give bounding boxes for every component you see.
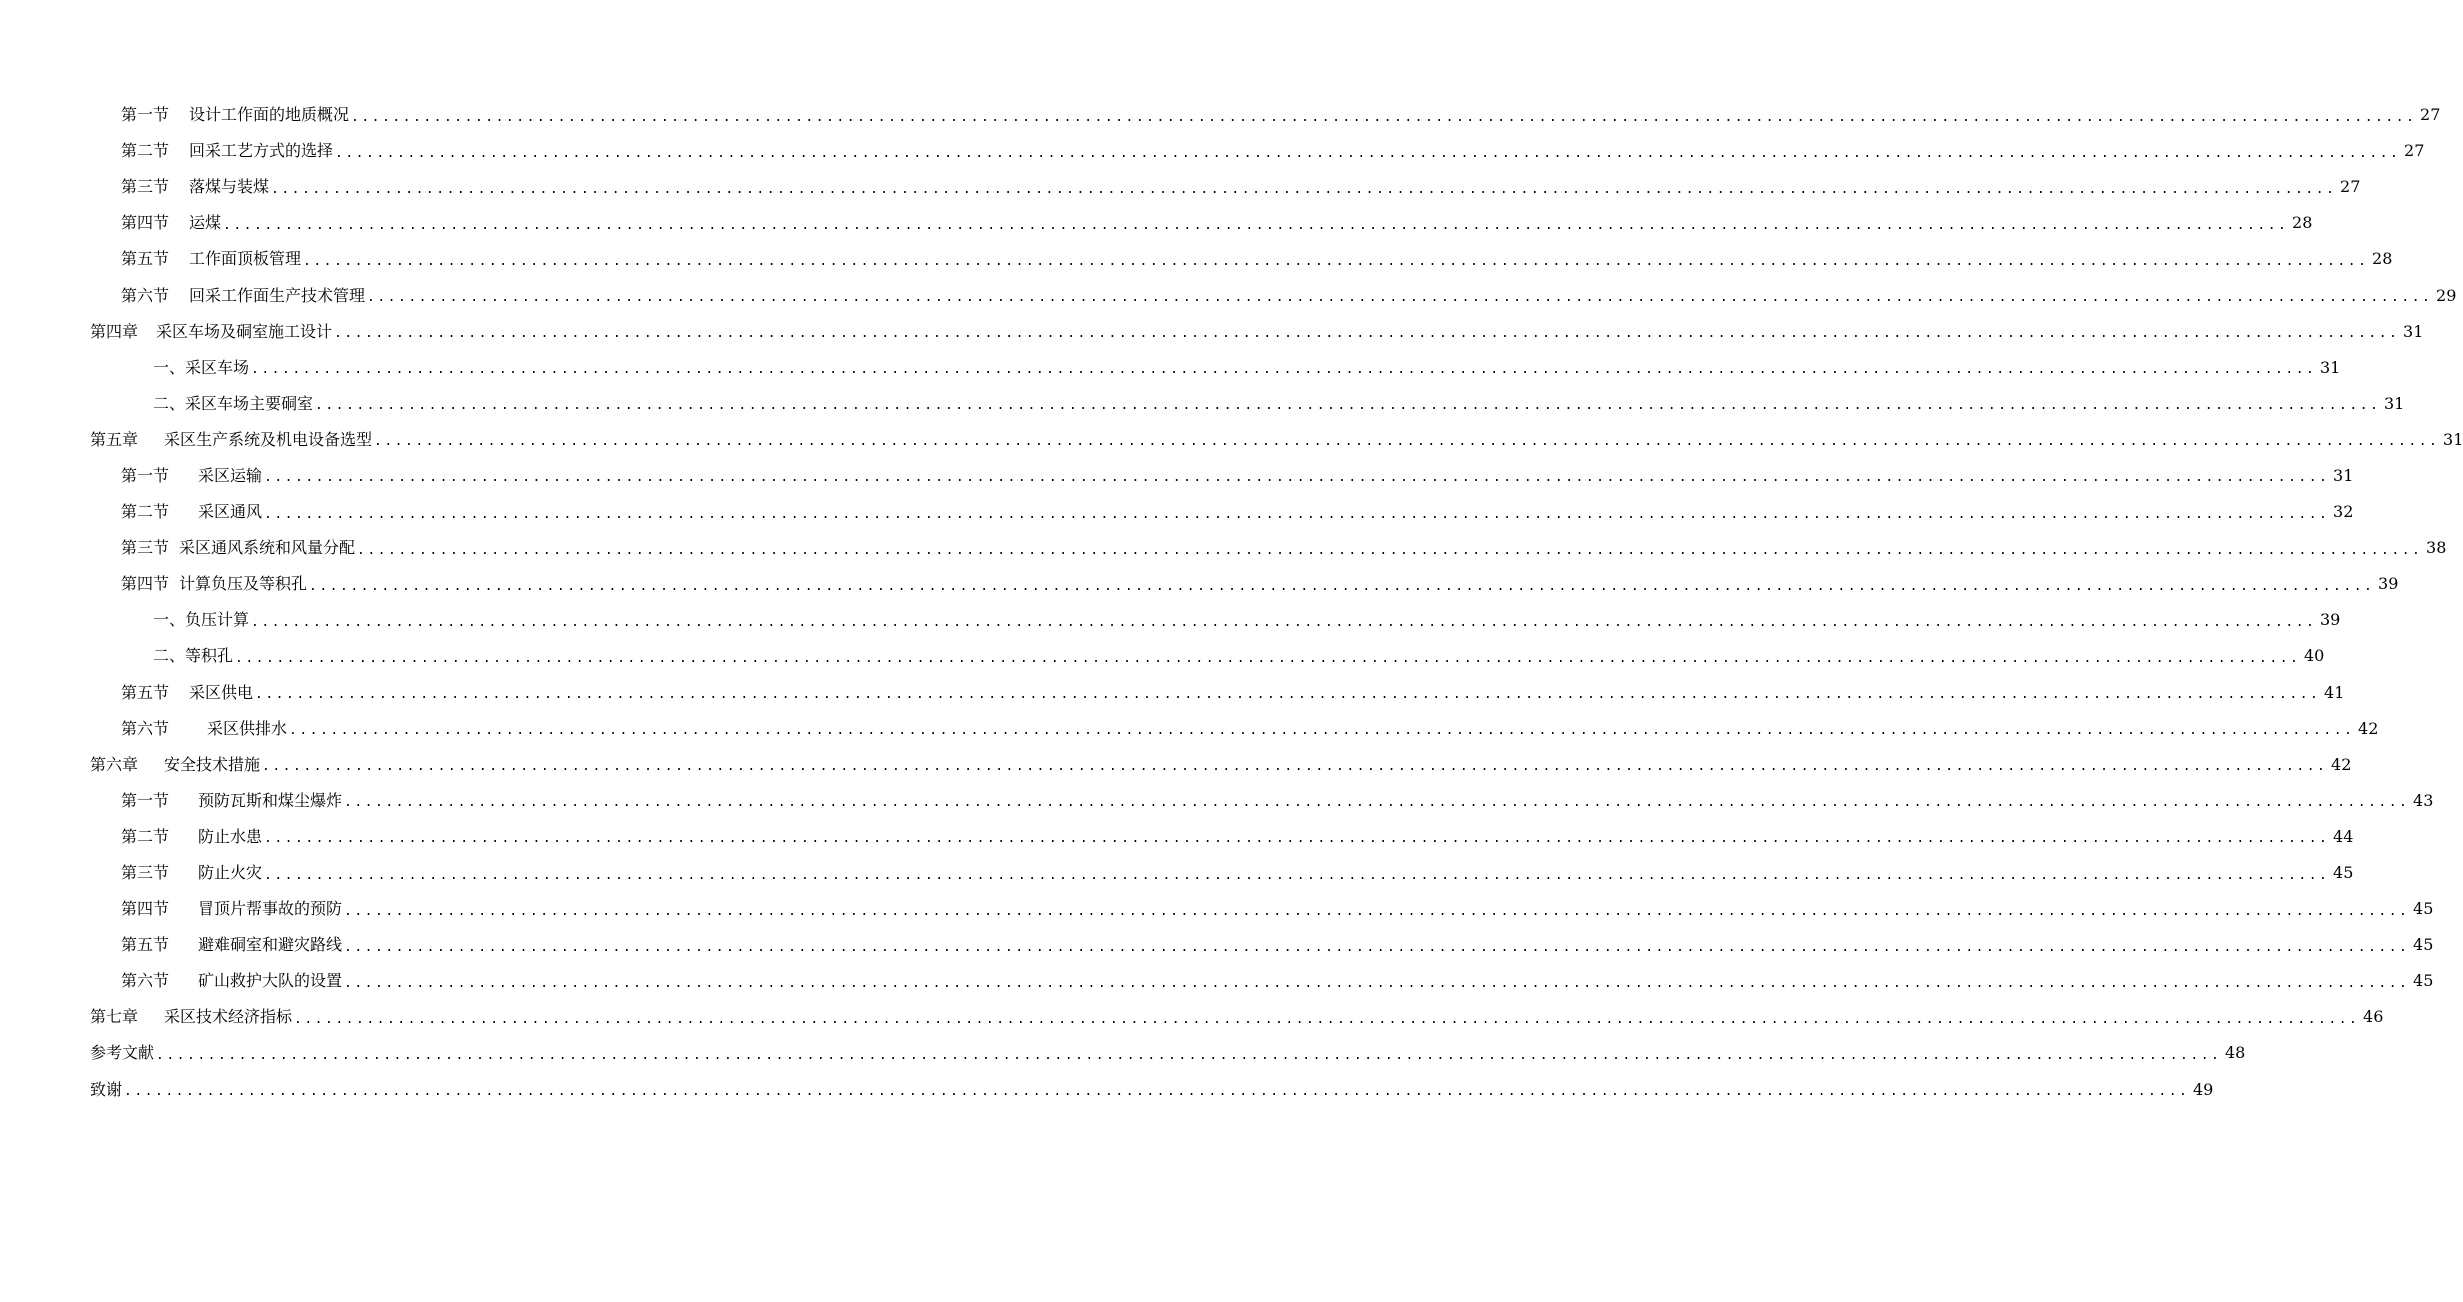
dot-leader: ........................................................................................................................................................................................................	[264, 867, 2330, 883]
toc-entry[interactable]	[0, 675, 2345, 711]
toc-entry-page-number: 29	[2436, 285, 2457, 305]
dot-leader: ........................................................................................................................................................................................................	[344, 975, 2410, 991]
toc-entry-label: 第六章	[90, 754, 139, 774]
toc-entry[interactable]	[0, 494, 2354, 530]
toc-entry-title: 安全技术措施	[164, 754, 261, 774]
toc-entry-label: 第五节	[121, 249, 170, 269]
toc-entry[interactable]	[0, 133, 2425, 169]
toc-entry[interactable]	[0, 422, 2463, 458]
toc-entry[interactable]	[0, 927, 2434, 963]
toc-entry-label: 第六节	[121, 285, 170, 305]
toc-entry[interactable]	[0, 97, 2441, 133]
toc-entry-label: 第二节	[121, 141, 170, 161]
toc-entry[interactable]	[0, 566, 2399, 602]
dot-leader: ........................................................................................................................................................................................................	[235, 650, 2301, 666]
toc-entry-label: 第一节	[121, 465, 170, 485]
dot-leader: ........................................................................................................................................................................................................	[251, 614, 2317, 630]
toc-entry-title: 采区通风系统和风量分配	[179, 538, 356, 558]
dot-leader: ........................................................................................................................................................................................................	[262, 759, 2328, 775]
dot-leader: ........................................................................................................................................................................................................	[344, 903, 2410, 919]
toc-entry-page-number: 27	[2420, 105, 2441, 125]
toc-entry-title: 回采工艺方式的选择	[189, 141, 334, 161]
toc-entry-page-number: 31	[2333, 465, 2354, 485]
toc-entry-page-number: 27	[2340, 177, 2361, 197]
toc-entry-title: 采区运输	[198, 465, 263, 485]
dot-leader: ........................................................................................................................................................................................................	[357, 542, 2423, 558]
toc-entry-title: 采区车场及硐室施工设计	[156, 321, 333, 341]
toc-entry-page-number: 32	[2333, 502, 2354, 522]
toc-entry-page-number: 38	[2426, 538, 2447, 558]
dot-leader: ........................................................................................................................................................................................................	[255, 687, 2321, 703]
dot-leader: ........................................................................................................................................................................................................	[289, 723, 2355, 739]
toc-entry-page-number: 39	[2378, 574, 2399, 594]
toc-entry-label: 第二节	[121, 502, 170, 522]
toc-entry[interactable]	[0, 891, 2434, 927]
toc-entry-label: 第五节	[121, 935, 170, 955]
toc-entry-page-number: 45	[2413, 899, 2434, 919]
dot-leader: ........................................................................................................................................................................................................	[223, 217, 2289, 233]
dot-leader: ........................................................................................................................................................................................................	[264, 506, 2330, 522]
toc-entry-title: 防止火灾	[198, 863, 263, 883]
toc-entry[interactable]	[0, 855, 2354, 891]
toc-entry-page-number: 31	[2384, 393, 2405, 413]
toc-entry[interactable]	[0, 169, 2361, 205]
toc-entry-page-number: 46	[2363, 1007, 2384, 1027]
toc-entry-page-number: 40	[2304, 646, 2325, 666]
toc-entry[interactable]	[0, 205, 2313, 241]
toc-entry-page-number: 45	[2413, 935, 2434, 955]
toc-entry[interactable]	[0, 277, 2457, 313]
toc-entry-label: 第六节	[121, 971, 170, 991]
toc-entry-title: 运煤	[189, 213, 222, 233]
toc-entry-label: 第四节	[121, 574, 170, 594]
toc-entry[interactable]	[0, 1072, 2214, 1108]
toc-entry-label: 第三节	[121, 863, 170, 883]
toc-entry[interactable]	[0, 999, 2384, 1035]
table-of-contents	[0, 97, 2463, 1108]
toc-entry-page-number: 48	[2225, 1043, 2246, 1063]
toc-entry-page-number: 31	[2403, 321, 2424, 341]
dot-leader: ........................................................................................................................................................................................................	[374, 434, 2440, 450]
toc-entry[interactable]	[0, 530, 2447, 566]
toc-entry-label: 第四节	[121, 213, 170, 233]
toc-entry-label: 第五节	[121, 682, 170, 702]
toc-entry-title: 工作面顶板管理	[189, 249, 302, 269]
toc-entry[interactable]	[0, 458, 2354, 494]
toc-entry[interactable]	[0, 747, 2352, 783]
dot-leader: ........................................................................................................................................................................................................	[156, 1047, 2222, 1063]
dot-leader: ........................................................................................................................................................................................................	[367, 290, 2433, 306]
toc-entry[interactable]	[0, 386, 2405, 422]
toc-entry[interactable]	[0, 350, 2341, 386]
toc-entry-title: 落煤与装煤	[189, 177, 270, 197]
toc-entry-title: 采区供排水	[207, 718, 288, 738]
toc-entry-label: 第二节	[121, 826, 170, 846]
dot-leader: ........................................................................................................................................................................................................	[294, 1011, 2360, 1027]
toc-entry-title: 二、等积孔	[153, 646, 234, 666]
toc-entry[interactable]	[0, 638, 2325, 674]
toc-entry-title: 计算负压及等积孔	[179, 574, 308, 594]
toc-entry-page-number: 28	[2372, 249, 2393, 269]
toc-entry[interactable]	[0, 602, 2341, 638]
toc-entry-title: 矿山救护大队的设置	[198, 971, 343, 991]
toc-entry-title: 回采工作面生产技术管理	[189, 285, 366, 305]
toc-entry-label: 第四节	[121, 899, 170, 919]
toc-entry-title: 防止水患	[198, 826, 263, 846]
toc-entry-page-number: 45	[2333, 863, 2354, 883]
toc-entry[interactable]	[0, 314, 2424, 350]
toc-entry[interactable]	[0, 241, 2393, 277]
toc-entry-page-number: 31	[2320, 357, 2341, 377]
toc-entry-title: 参考文献	[90, 1043, 155, 1063]
toc-entry[interactable]	[0, 963, 2434, 999]
toc-entry-title: 预防瓦斯和煤尘爆炸	[198, 790, 343, 810]
toc-entry-label: 第五章	[90, 429, 139, 449]
dot-leader: ........................................................................................................................................................................................................	[264, 470, 2330, 486]
toc-entry-page-number: 44	[2333, 826, 2354, 846]
toc-entry[interactable]	[0, 711, 2379, 747]
toc-entry-label: 第七章	[90, 1007, 139, 1027]
dot-leader: ........................................................................................................................................................................................................	[344, 939, 2410, 955]
dot-leader: ........................................................................................................................................................................................................	[271, 181, 2337, 197]
toc-entry-page-number: 42	[2331, 754, 2352, 774]
toc-entry-page-number: 27	[2404, 141, 2425, 161]
toc-entry-page-number: 49	[2193, 1079, 2214, 1099]
toc-entry-page-number: 41	[2324, 682, 2345, 702]
toc-entry-label: 第六节	[121, 718, 170, 738]
dot-leader: ........................................................................................................................................................................................................	[309, 578, 2375, 594]
toc-entry-title: 一、负压计算	[153, 610, 250, 630]
toc-entry-title: 一、采区车场	[153, 357, 250, 377]
toc-entry-label: 第一节	[121, 790, 170, 810]
toc-entry-title: 采区供电	[189, 682, 254, 702]
toc-entry-label: 第四章	[90, 321, 139, 341]
toc-entry-label: 第三节	[121, 177, 170, 197]
toc-entry-label: 第一节	[121, 105, 170, 125]
toc-entry-title: 设计工作面的地质概况	[189, 105, 350, 125]
dot-leader: ........................................................................................................................................................................................................	[335, 145, 2401, 161]
dot-leader: ........................................................................................................................................................................................................	[315, 398, 2381, 414]
toc-entry[interactable]	[0, 819, 2354, 855]
dot-leader: ........................................................................................................................................................................................................	[344, 795, 2410, 811]
toc-entry-page-number: 45	[2413, 971, 2434, 991]
toc-entry-page-number: 43	[2413, 790, 2434, 810]
toc-entry[interactable]	[0, 783, 2434, 819]
toc-entry-page-number: 28	[2292, 213, 2313, 233]
toc-entry-page-number: 31	[2443, 429, 2463, 449]
toc-entry-label: 第三节	[121, 538, 170, 558]
toc-entry[interactable]	[0, 1035, 2246, 1071]
toc-entry-title: 二、采区车场主要硐室	[153, 393, 314, 413]
toc-entry-title: 冒顶片帮事故的预防	[198, 899, 343, 919]
toc-entry-title: 采区通风	[198, 502, 263, 522]
toc-entry-title: 避难硐室和避灾路线	[198, 935, 343, 955]
toc-entry-page-number: 39	[2320, 610, 2341, 630]
dot-leader: ........................................................................................................................................................................................................	[303, 253, 2369, 269]
dot-leader: ........................................................................................................................................................................................................	[264, 831, 2330, 847]
dot-leader: ........................................................................................................................................................................................................	[351, 109, 2417, 125]
toc-entry-title: 采区技术经济指标	[164, 1007, 293, 1027]
dot-leader: ........................................................................................................................................................................................................	[124, 1084, 2190, 1100]
dot-leader: ........................................................................................................................................................................................................	[251, 362, 2317, 378]
toc-entry-title: 致谢	[90, 1079, 123, 1099]
toc-entry-page-number: 42	[2358, 718, 2379, 738]
toc-entry-title: 采区生产系统及机电设备选型	[164, 429, 373, 449]
dot-leader: ........................................................................................................................................................................................................	[334, 326, 2400, 342]
